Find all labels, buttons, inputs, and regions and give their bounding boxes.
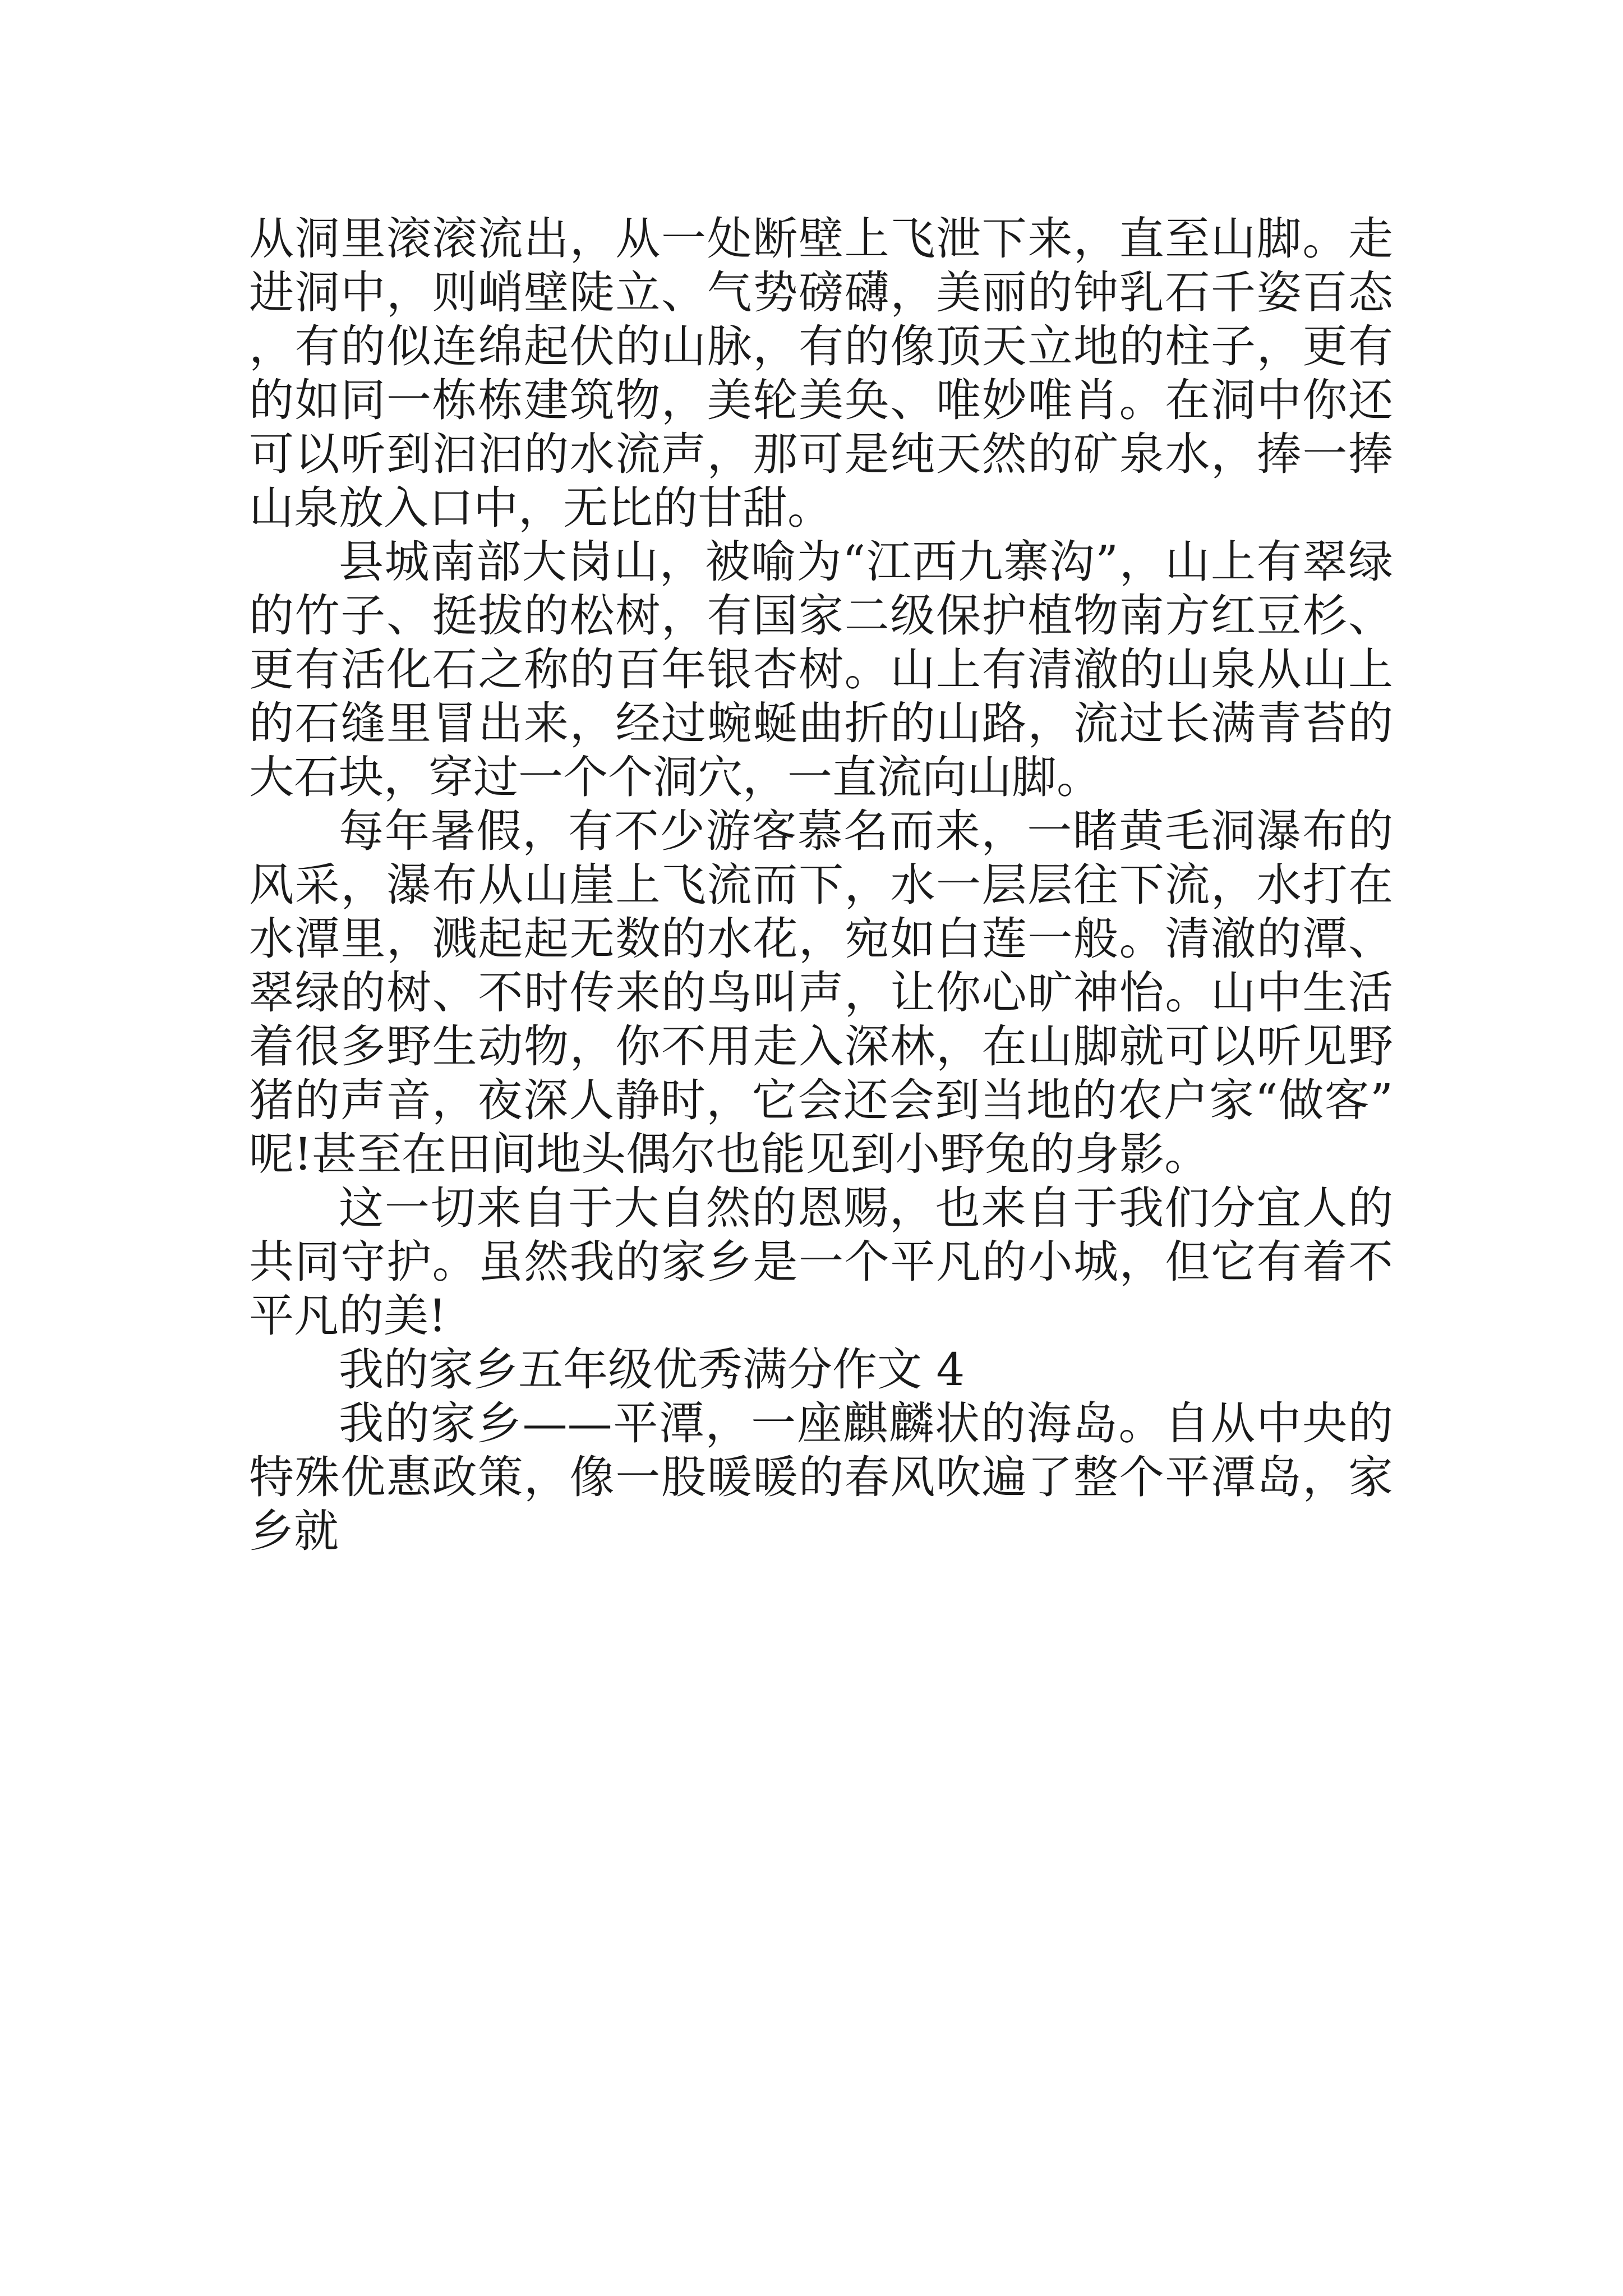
paragraph-dagang-mountain: 县城南部大岗山，被喻为“江西九寨沟”，山上有翠绿的竹子、挺拔的松树，有国家二级保护植物南方红豆杉、更有活化石之称的百年银杏树。山上有清澈的山泉从山上的石缝里冒出来，经过蜿蜒曲折的山路，流过长满青苔的大石块，穿过一个个洞穴，一直流向山脚。: [249, 536, 1393, 803]
document-body: [249, 212, 1393, 1558]
paragraph-conclusion: 这一切来自于大自然的恩赐，也来自于我们分宜人的共同守护。虽然我的家乡是一个平凡的小城，但它有着不平凡的美!: [249, 1182, 1393, 1342]
paragraph-cave-continued: 从洞里滚滚流出，从一处断壁上飞泄下来，直至山脚。走进洞中，则峭壁陡立、气势磅礴，美丽的钟乳石千姿百态，有的似连绵起伏的山脉，有的像顶天立地的柱子，更有的如同一栋栋建筑物，美轮美奂、唯妙唯肖。在洞中你还可以听到汩汩的水流声，那可是纯天然的矿泉水，捧一捧山泉放入口中，无比的甘甜。: [249, 213, 1393, 534]
paragraph-summer-waterfall: 每年暑假，有不少游客慕名而来，一睹黄毛洞瀑布的风采，瀑布从山崖上飞流而下，水一层层往下流，水打在水潭里，溅起起无数的水花，宛如白莲一般。清澈的潭、翠绿的树、不时传来的鸟叫声，让你心旷神怡。山中生活着很多野生动物，你不用走入深林，在山脚就可以听见野猪的声音，夜深人静时，它会还会到当地的农户家“做客”呢!甚至在田间地头偶尔也能见到小野兔的身影。: [249, 805, 1393, 1180]
paragraph-pingtan-intro: 我的家乡——平潭，一座麒麟状的海岛。自从中央的特殊优惠政策，像一股暖暖的春风吹遍了整个平潭岛，家乡就: [249, 1397, 1393, 1557]
essay-heading: 我的家乡五年级优秀满分作文 4: [339, 1343, 965, 1396]
